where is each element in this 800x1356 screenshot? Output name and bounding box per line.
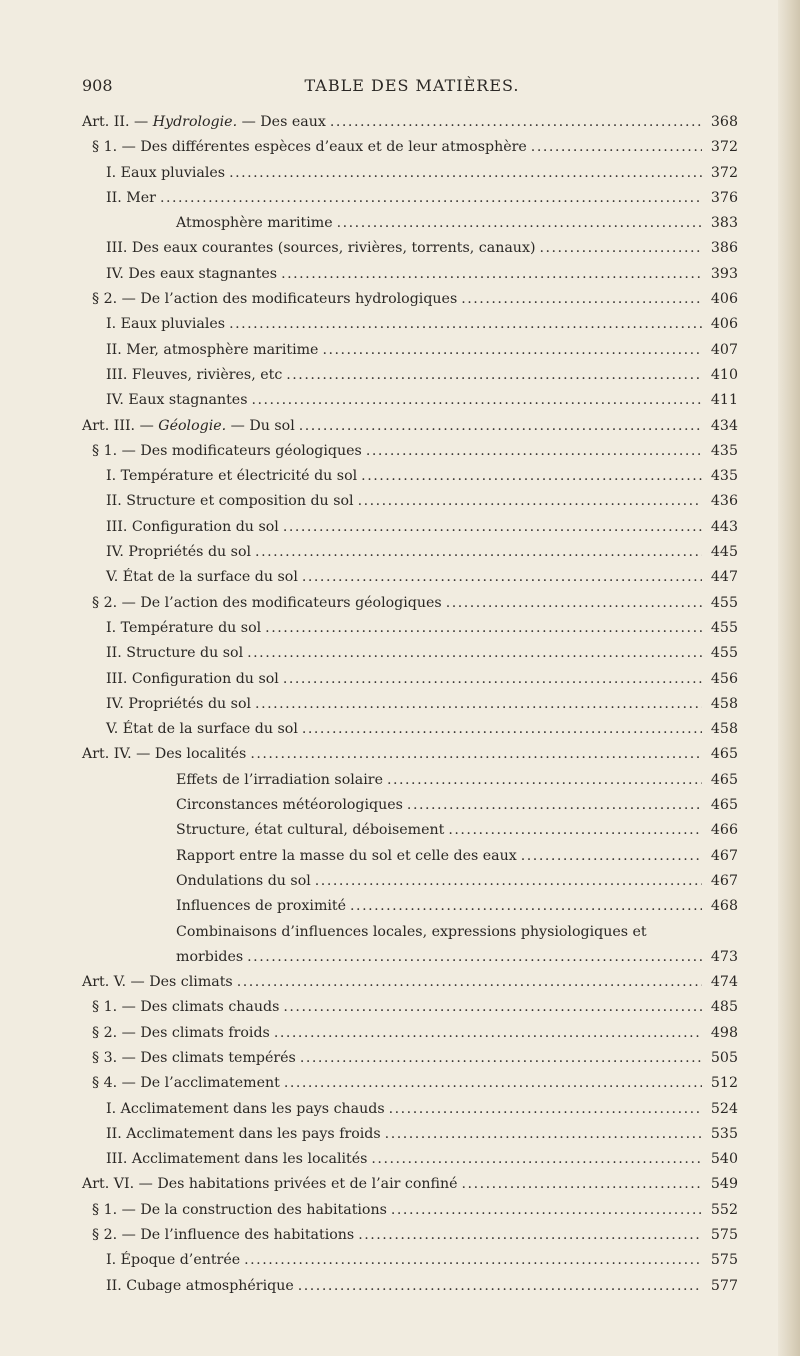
toc-entry-number: III.: [106, 670, 132, 687]
toc-entry-label: Ondulations du sol: [176, 872, 311, 889]
page-title: TABLE DES MATIÈRES.: [304, 76, 520, 95]
toc-entry-page: 535: [710, 1125, 738, 1142]
toc-entry: [82, 1122, 738, 1147]
toc-entry-label: Structure et composition du sol: [126, 493, 354, 510]
toc-entry-page: 368: [710, 114, 738, 130]
dot-leader: [461, 287, 702, 312]
dot-leader: [247, 641, 702, 666]
toc-entry: [82, 768, 738, 793]
toc-entry-page: 468: [710, 898, 738, 915]
toc-entry-page: 474: [710, 974, 738, 991]
toc-entry-label: De l’action des modificateurs géologiques: [140, 594, 442, 611]
toc-entry-number: § 1. —: [92, 442, 141, 459]
toc-entry-page: 465: [710, 746, 738, 763]
dot-leader: [389, 1097, 702, 1122]
toc-entry-number: § 1. —: [92, 999, 141, 1016]
toc-entry-number: § 2. —: [92, 1227, 141, 1244]
dot-leader: [539, 236, 702, 261]
toc-entry-number: I.: [106, 316, 121, 333]
toc-entry-label: Des différentes espèces d’eaux et de leur atmosphère: [140, 139, 527, 156]
toc-entry-number: II.: [106, 189, 127, 206]
toc-entry-number: II.: [106, 341, 127, 358]
dot-leader: [244, 1248, 702, 1273]
dot-leader: [361, 464, 702, 489]
toc-entry-label: De l’acclimatement: [140, 1075, 280, 1092]
dot-leader: [322, 338, 702, 363]
toc-entry-number: III.: [106, 1151, 132, 1168]
dot-leader: [298, 1274, 702, 1299]
dot-leader: [350, 894, 702, 919]
toc-entry-label: Époque d’entrée: [120, 1252, 241, 1269]
toc-entry: [82, 869, 738, 894]
toc-entry-label: Propriétés du sol: [128, 544, 252, 561]
toc-entry-page: 406: [710, 316, 738, 333]
toc-entry: [82, 565, 738, 590]
dot-leader: [284, 1071, 702, 1096]
toc-entry-number: I.: [106, 619, 121, 636]
toc-entry-page: 372: [710, 164, 738, 181]
toc-entry: [82, 970, 738, 995]
toc-entry-number: II.: [106, 493, 127, 510]
dot-leader: [160, 186, 702, 211]
toc-entry-number: I.: [106, 468, 121, 485]
toc-entry-label: Mer, atmosphère maritime: [126, 341, 319, 358]
toc-entry-label: Mer: [126, 189, 156, 206]
toc-entry-label: État de la surface du sol: [122, 721, 298, 738]
toc-entry: [82, 540, 738, 565]
toc-entry-page: 455: [710, 645, 738, 662]
toc-entry-number: IV.: [106, 544, 129, 561]
toc-entry-label: Des habitations privées et de l’air confiné: [157, 1176, 458, 1193]
dot-leader: [302, 565, 702, 590]
toc-entry: [82, 616, 738, 641]
toc-entry-number: III.: [106, 366, 132, 383]
dot-leader: [283, 995, 702, 1020]
toc-entry-page: 505: [710, 1049, 738, 1066]
toc-entry: [82, 414, 738, 439]
toc-entry-number: IV.: [106, 265, 129, 282]
toc-entry-label: Des modificateurs géologiques: [140, 442, 362, 459]
toc-entry-number: § 2. —: [92, 1024, 141, 1041]
toc-entry-label: Structure du sol: [126, 645, 244, 662]
toc-entry-section-name: Géologie.: [158, 417, 227, 434]
toc-entry-number: II.: [106, 1277, 127, 1294]
page-number: 908: [82, 76, 113, 95]
toc-entry-number: Art. III. —: [82, 417, 159, 434]
toc-entry-page: 383: [710, 215, 738, 232]
toc-entry-label: Effets de l’irradiation solaire: [176, 771, 383, 788]
toc-entry-label: Des climats froids: [140, 1024, 270, 1041]
toc-entry-label: Des climats chauds: [140, 999, 280, 1016]
toc-entry: [82, 439, 738, 464]
toc-entry: [82, 110, 738, 135]
dot-leader: [283, 515, 702, 540]
dot-leader: [255, 692, 702, 717]
toc-entry: [82, 464, 738, 489]
toc-entry: [82, 995, 738, 1020]
toc-entry: [82, 945, 738, 970]
toc-entry-page: 455: [710, 619, 738, 636]
toc-entry-label: Eaux pluviales: [120, 164, 226, 181]
toc-entry-page: 445: [710, 544, 738, 561]
toc-entry-label: Température du sol: [120, 619, 262, 636]
dot-leader: [265, 616, 702, 641]
page-header: [82, 76, 742, 100]
dot-leader: [300, 1046, 702, 1071]
dot-leader: [250, 742, 702, 767]
toc-entry-number: I.: [106, 1252, 121, 1269]
dot-leader: [302, 717, 702, 742]
toc-entry-number: II.: [106, 645, 127, 662]
toc-entry-label: Température et électricité du sol: [120, 468, 358, 485]
toc-entry-number: § 3. —: [92, 1049, 141, 1066]
dot-leader: [237, 970, 702, 995]
toc-entry-page: 473: [710, 948, 738, 965]
dot-leader: [366, 439, 702, 464]
dot-leader: [281, 262, 702, 287]
toc-entry-page: 436: [710, 493, 738, 510]
toc-entry: [82, 363, 738, 388]
dot-leader: [387, 768, 702, 793]
toc-entry-page: 549: [710, 1176, 738, 1193]
dot-leader: [371, 1147, 702, 1172]
toc-entry: [82, 692, 738, 717]
toc-entry-number: I.: [106, 1100, 121, 1117]
toc-entry: [82, 667, 738, 692]
toc-entry-page: 467: [710, 872, 738, 889]
toc-entry-number: § 4. —: [92, 1075, 141, 1092]
toc-entry-page: 410: [710, 366, 738, 383]
toc-entry-section-name: Hydrologie.: [152, 114, 238, 130]
toc-entry: [82, 1021, 738, 1046]
toc-entry-label: État de la surface du sol: [122, 569, 298, 586]
dot-leader: [385, 1122, 702, 1147]
toc-entry-page: 443: [710, 518, 738, 535]
toc-entry-page: 552: [710, 1201, 738, 1218]
dot-leader: [391, 1198, 702, 1223]
dot-leader: [462, 1172, 702, 1197]
toc-entry-page: 435: [710, 442, 738, 459]
toc-entry: [82, 920, 738, 945]
dot-leader: [358, 489, 702, 514]
toc-entry-page: 540: [710, 1151, 738, 1168]
toc-entry-label: Cubage atmosphérique: [126, 1277, 294, 1294]
toc-entry-page: 465: [710, 771, 738, 788]
toc-entry: [82, 388, 738, 413]
toc-entry-page: 407: [710, 341, 738, 358]
toc-entry-label: Acclimatement dans les pays chauds: [120, 1100, 385, 1117]
toc-entry-label: morbides: [176, 948, 244, 965]
toc-entry: [82, 1223, 738, 1248]
toc-entry-label: Des climats tempérés: [140, 1049, 296, 1066]
dot-leader: [252, 388, 703, 413]
toc-entry-label: Des localités: [154, 746, 247, 763]
toc-entry-page: 435: [710, 468, 738, 485]
toc-entry-label: Acclimatement dans les pays froids: [126, 1125, 381, 1142]
toc-entry-page: 411: [710, 392, 738, 409]
dot-leader: [229, 312, 702, 337]
toc-entry-number: Art. IV. —: [82, 746, 155, 763]
toc-entry: [82, 186, 738, 211]
toc-entry-number: Art. II. —: [82, 114, 153, 130]
dot-leader: [407, 793, 702, 818]
toc-entry: [82, 211, 738, 236]
toc-entry-label: Des eaux courantes (sources, rivières, torrents, canaux): [131, 240, 536, 257]
toc-entry-page: 372: [710, 139, 738, 156]
toc-entry-page: 575: [710, 1227, 738, 1244]
toc-entry-page: 498: [710, 1024, 738, 1041]
toc-entry-number: V.: [106, 569, 123, 586]
dot-leader: [330, 110, 702, 135]
toc-entry: [82, 1046, 738, 1071]
toc-entry: [82, 742, 738, 767]
toc-entry-label: Eaux pluviales: [120, 316, 226, 333]
toc-entry: [82, 1274, 738, 1299]
toc-entry: [82, 717, 738, 742]
dot-leader: [299, 414, 702, 439]
toc-entry-page: 467: [710, 847, 738, 864]
toc-entry: [82, 287, 738, 312]
toc-entry: [82, 894, 738, 919]
toc-entry-number: § 2. —: [92, 291, 141, 308]
toc-entry-label: Configuration du sol: [131, 670, 279, 687]
toc-entry-number: V.: [106, 721, 123, 738]
toc-entry: [82, 1198, 738, 1223]
dot-leader: [229, 161, 702, 186]
dot-leader: [315, 869, 702, 894]
toc-entry: [82, 844, 738, 869]
dot-leader: [283, 667, 702, 692]
toc-entry-number: Art. VI. —: [82, 1176, 158, 1193]
toc-entry-page: 524: [710, 1100, 738, 1117]
toc-entry-page: 466: [710, 822, 738, 839]
toc-entry-page: 376: [710, 189, 738, 206]
toc-entry-label: Circonstances météorologiques: [176, 797, 403, 814]
dot-leader: [531, 135, 702, 160]
toc-entry-page: 393: [710, 265, 738, 282]
toc-entry-number: II.: [106, 1125, 127, 1142]
toc-entry: [82, 818, 738, 843]
toc-entry-number: § 2. —: [92, 594, 141, 611]
dot-leader: [247, 945, 702, 970]
toc-entry: [82, 1248, 738, 1273]
toc-entry-page: 512: [710, 1075, 738, 1092]
toc-entry: [82, 236, 738, 261]
toc-entry: [82, 161, 738, 186]
toc-entry: [82, 793, 738, 818]
toc-entry: [82, 262, 738, 287]
toc-entry-page: 447: [710, 569, 738, 586]
toc-entry: [82, 135, 738, 160]
toc-entry-number: § 1. —: [92, 139, 141, 156]
toc-entry: [82, 591, 738, 616]
toc-entry-page: 406: [710, 291, 738, 308]
dot-leader: [446, 591, 702, 616]
toc-entry: [82, 1147, 738, 1172]
toc-entry-label: Rapport entre la masse du sol et celle des eaux: [176, 847, 517, 864]
toc-entry-label: Des eaux stagnantes: [128, 265, 278, 282]
toc-entry-page: 458: [710, 695, 738, 712]
toc-entry-page: 456: [710, 670, 738, 687]
toc-entry-label: Propriétés du sol: [128, 695, 252, 712]
toc-entry-number: III.: [106, 240, 132, 257]
toc-entry: [82, 1172, 738, 1197]
toc-entry-page: 434: [710, 417, 738, 434]
toc-entry: [82, 515, 738, 540]
toc-entry-page: 575: [710, 1252, 738, 1269]
toc-entry-label: Eaux stagnantes: [128, 392, 248, 409]
toc-entry: [82, 641, 738, 666]
dot-leader: [358, 1223, 702, 1248]
toc-entry-number: IV.: [106, 695, 129, 712]
toc-entry-label: Configuration du sol: [131, 518, 279, 535]
toc-entry-label: — Des eaux: [237, 114, 326, 130]
dot-leader: [286, 363, 702, 388]
table-of-contents: [82, 110, 738, 1299]
toc-entry: [82, 338, 738, 363]
toc-entry-number: Art. V. —: [82, 974, 150, 991]
dot-leader: [521, 844, 702, 869]
toc-entry: [82, 1071, 738, 1096]
toc-entry: [82, 1097, 738, 1122]
toc-entry-page: 577: [710, 1277, 738, 1294]
toc-entry-label: Atmosphère maritime: [176, 215, 333, 232]
toc-entry-label: Acclimatement dans les localités: [131, 1151, 368, 1168]
toc-entry-label: Des climats: [149, 974, 233, 991]
toc-entry-number: I.: [106, 164, 121, 181]
toc-entry-label: De l’action des modificateurs hydrologiques: [140, 291, 458, 308]
toc-entry-page: 458: [710, 721, 738, 738]
toc-entry-label: Combinaisons d’influences locales, expressions physiologiques et: [176, 923, 647, 940]
dot-leader: [337, 211, 702, 236]
dot-leader: [255, 540, 702, 565]
toc-entry-page: 485: [710, 999, 738, 1016]
toc-entry-label: Fleuves, rivières, etc: [131, 366, 283, 383]
toc-entry-label: — Du sol: [226, 417, 295, 434]
toc-entry-number: III.: [106, 518, 132, 535]
page-edge-shadow: [778, 0, 800, 1356]
toc-entry-label: Influences de proximité: [176, 898, 347, 915]
dot-leader: [448, 818, 702, 843]
toc-entry-page: 386: [710, 240, 738, 257]
toc-entry-number: IV.: [106, 392, 129, 409]
toc-entry: [82, 312, 738, 337]
toc-entry: [82, 489, 738, 514]
dot-leader: [274, 1021, 702, 1046]
toc-entry-page: 455: [710, 594, 738, 611]
toc-entry-label: De la construction des habitations: [140, 1201, 387, 1218]
toc-entry-label: De l’influence des habitations: [140, 1227, 355, 1244]
toc-entry-page: 465: [710, 797, 738, 814]
toc-entry-label: Structure, état cultural, déboisement: [176, 822, 445, 839]
toc-entry-number: § 1. —: [92, 1201, 141, 1218]
